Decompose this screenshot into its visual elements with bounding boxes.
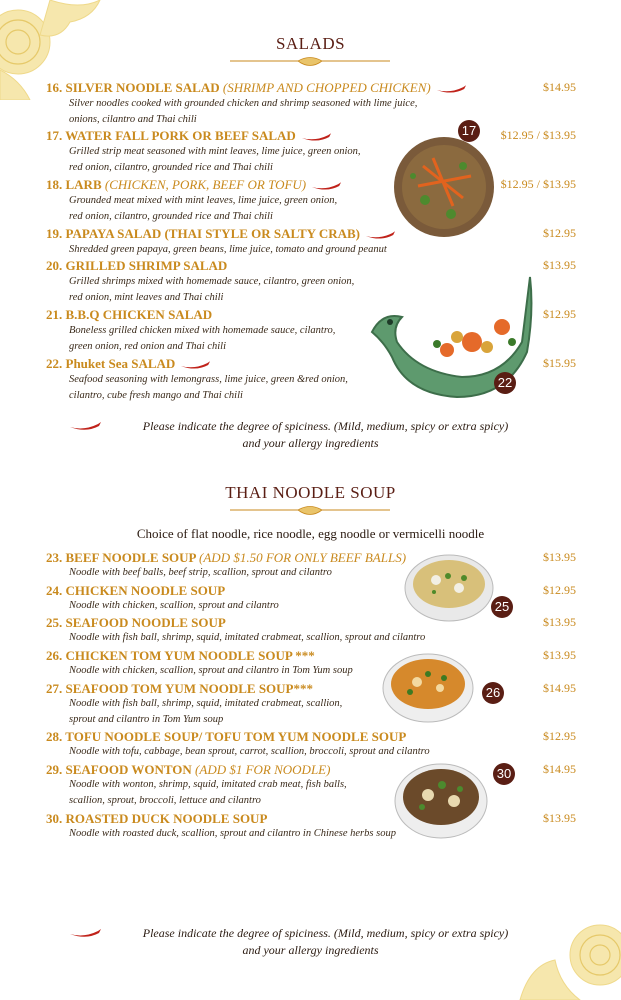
noodle-choice-subtitle: Choice of flat noodle, rice noodle, egg noodle or vermicelli noodle [136, 526, 485, 541]
soup-notice-line-2: and your allergy ingredients [242, 943, 379, 957]
item-description: Grilled shrimps mixed with homemade sauce, cilantro, green onion, [69, 276, 355, 287]
item-price: $13.95 [543, 615, 576, 629]
item-price: $15.95 [543, 356, 576, 370]
item-price: $13.95 [543, 811, 576, 825]
item-description: green onion, red onion and Thai chili [69, 341, 227, 352]
item-price: $13.95 [543, 258, 576, 272]
item-note: (SHRIMP AND CHOPPED CHICKEN) [222, 80, 431, 95]
item-title: 20. GRILLED SHRIMP SALAD [46, 258, 228, 273]
item-description: Boneless grilled chicken mixed with homemade sauce, cilantro, [69, 325, 336, 336]
item-name [46, 762, 330, 778]
soup-notice-line-1: Please indicate the degree of spiciness. (Mild, medium, spicy or extra spicy) [142, 926, 509, 940]
soup-title: THAI NOODLE SOUP [225, 483, 396, 502]
item-title: 30. ROASTED DUCK NOODLE SOUP [46, 811, 268, 826]
item-title: 16. SILVER NOODLE SALAD [46, 80, 220, 95]
item-name [46, 258, 227, 274]
item-description: Noodle with tofu, cabbage, bean sprout, carrot, scallion, broccoli, sprout and cilantro [69, 746, 430, 757]
salads-title-divider [230, 56, 390, 70]
waterfall-salad-photo [393, 136, 495, 238]
item-note: (CHICKEN, PORK, BEEF OR TOFU) [104, 177, 307, 192]
item-price: $12.95 [543, 226, 576, 240]
item-title: 28. TOFU NOODLE SOUP/ TOFU TOM YUM NOODLE SOUP [46, 729, 407, 744]
chicken-noodle-soup-photo [404, 548, 494, 622]
item-note: (ADD $1 FOR NOODLE) [195, 762, 331, 777]
item-description: Noodle with fish ball, shrimp, squid, imitated crabmeat, scallion, [69, 698, 343, 709]
item-description: cilantro, cube fresh mango and Thai chili [69, 390, 243, 401]
item-name [46, 729, 406, 745]
item-name [46, 648, 315, 664]
item-price: $14.95 [543, 80, 576, 94]
item-title: 29. SEAFOOD WONTON [46, 762, 192, 777]
item-price: $13.95 [543, 648, 576, 662]
chili-pepper-icon [179, 360, 211, 370]
item-description: Shredded green papaya, green beans, lime juice, tomato and ground peanut [69, 244, 387, 255]
item-description: red onion, cilantro, grounded rice and Thai chili [69, 211, 273, 222]
photo-badge-17: 17 [458, 120, 480, 142]
item-name [46, 128, 332, 144]
item-name [46, 583, 225, 599]
photo-badge-30: 30 [493, 763, 515, 785]
item-description: Noodle with wonton, shrimp, squid, imitated crab meat, fish balls, [69, 779, 347, 790]
salads-title: SALADS [275, 34, 346, 53]
photo-badge-25: 25 [491, 596, 513, 618]
item-name [46, 681, 313, 697]
item-price: $12.95 / $13.95 [500, 177, 576, 191]
photo-badge-26: 26 [482, 682, 504, 704]
item-title: 24. CHICKEN NOODLE SOUP [46, 583, 226, 598]
item-description: Seafood seasoning with lemongrass, lime juice, green &red onion, [69, 374, 348, 385]
item-name [46, 811, 267, 827]
chili-pepper-icon [300, 132, 332, 142]
item-description: red onion, mint leaves and Thai chili [69, 292, 224, 303]
photo-badge-22: 22 [494, 372, 516, 394]
item-title: 27. SEAFOOD TOM YUM NOODLE SOUP*** [46, 681, 314, 696]
item-note: (ADD $1.50 FOR ONLY BEEF BALLS) [199, 550, 407, 565]
item-name [46, 356, 211, 372]
item-title: 22. Phuket Sea SALAD [46, 356, 176, 371]
item-description: Noodle with chicken, scallion, sprout and cilantro in Tom Yum soup [69, 665, 353, 676]
item-title: 21. B.B.Q CHICKEN SALAD [46, 307, 213, 322]
item-description: Noodle with chicken, scallion, sprout and cilantro [69, 600, 279, 611]
tom-yum-noodle-soup-photo [382, 648, 474, 724]
chili-pepper-icon [310, 181, 342, 191]
item-description: Noodle with fish ball, shrimp, squid, imitated crabmeat, scallion, sprout and cilantro [69, 632, 426, 643]
item-name [46, 80, 467, 96]
seafood-wonton-photo [394, 757, 488, 839]
salads-notice-line-2: and your allergy ingredients [242, 436, 379, 450]
item-description: Noodle with beef balls, beef strip, scallion, sprout and cilantro [69, 567, 332, 578]
item-description: Grilled strip meat seasoned with mint leaves, lime juice, green onion, [69, 146, 361, 157]
item-price: $14.95 [543, 762, 576, 776]
item-price: $12.95 [543, 583, 576, 597]
item-price: $14.95 [543, 681, 576, 695]
item-description: sprout and cilantro in Tom Yum soup [69, 714, 224, 725]
item-description: Noodle with roasted duck, scallion, sprout and cilantro in Chinese herbs soup [69, 828, 396, 839]
item-title: 17. WATER FALL PORK OR BEEF SALAD [46, 128, 296, 143]
item-title: 18. LARB [46, 177, 102, 192]
chili-pepper-icon [435, 84, 467, 94]
item-title: 25. SEAFOOD NOODLE SOUP [46, 615, 226, 630]
item-description: red onion, cilantro, grounded rice and Thai chili [69, 162, 273, 173]
soup-title-divider [230, 505, 390, 519]
salads-notice-line-1: Please indicate the degree of spiciness. (Mild, medium, spicy or extra spicy) [142, 419, 509, 433]
item-name [46, 615, 226, 631]
item-title: 19. PAPAYA SALAD (THAI STYLE OR SALTY CRAB) [46, 226, 360, 241]
item-name [46, 550, 406, 566]
item-title: 26. CHICKEN TOM YUM NOODLE SOUP *** [46, 648, 315, 663]
item-price: $12.95 / $13.95 [500, 128, 576, 142]
item-description: Grounded meat mixed with mint leaves, lime juice, green onion, [69, 195, 338, 206]
item-title: 23. BEEF NOODLE SOUP [46, 550, 196, 565]
item-name [46, 226, 396, 242]
item-description: scallion, sprout, broccoli, lettuce and cilantro [69, 795, 261, 806]
item-price: $12.95 [543, 307, 576, 321]
item-name [46, 307, 212, 323]
item-description: onions, cilantro and Thai chili [69, 114, 197, 125]
item-description: Silver noodles cooked with grounded chicken and shrimp seasoned with lime juice, [69, 98, 418, 109]
item-name [46, 177, 342, 193]
item-price: $13.95 [543, 550, 576, 564]
item-price: $12.95 [543, 729, 576, 743]
chili-pepper-icon [364, 230, 396, 240]
